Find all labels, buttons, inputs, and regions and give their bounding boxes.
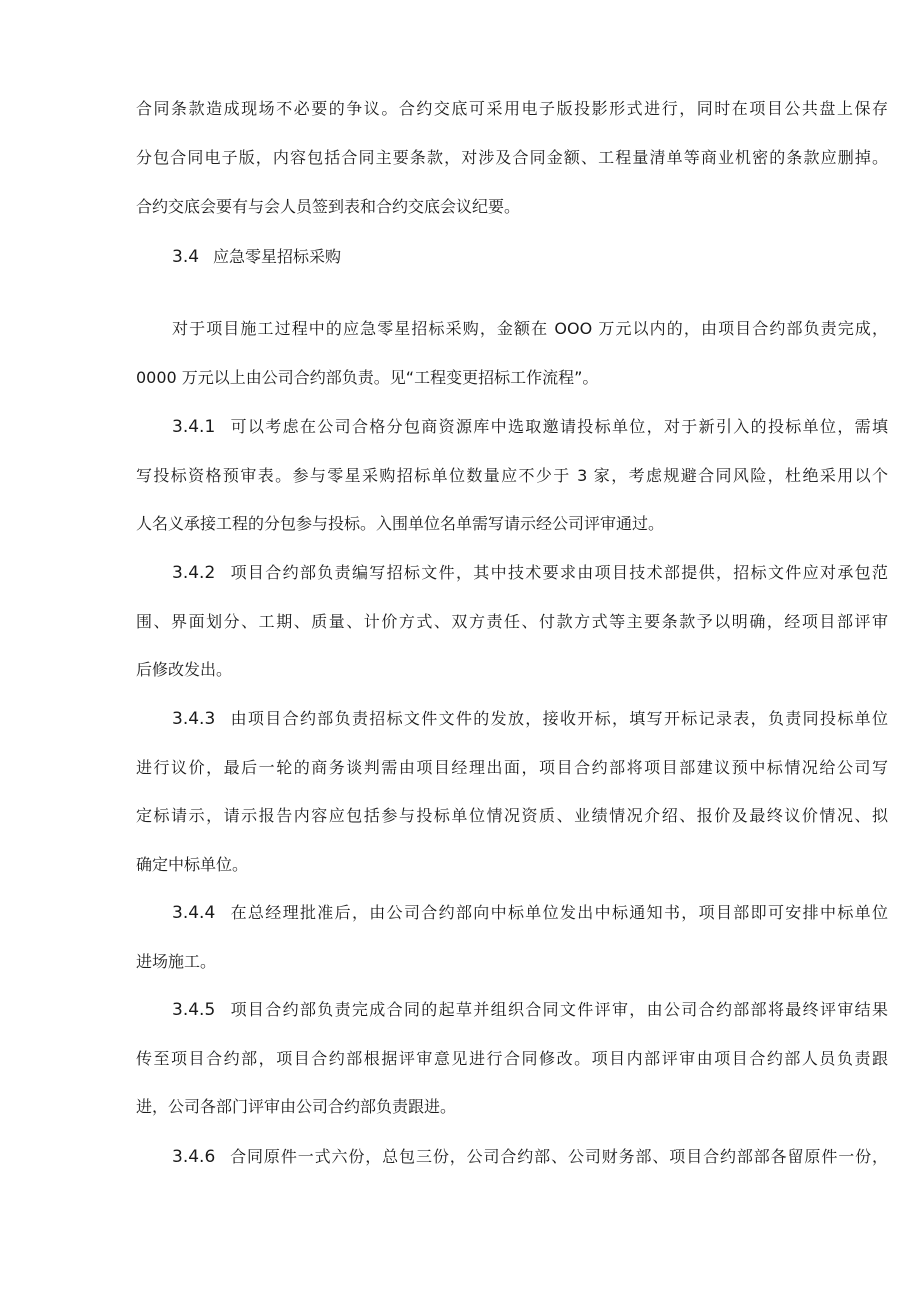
item-number: 3.4.4 — [172, 903, 216, 923]
paragraph-line: 对于项目施工过程中的应急零星招标采购，金额在 OOO 万元以内的，由项目合约部负责完成， — [172, 319, 888, 338]
paragraph-line: 进，公司各部门评审由公司合约部负责跟进。 — [136, 1097, 457, 1116]
item-number: 3.4.3 — [172, 709, 216, 729]
paragraph-line: 传至项目合约部，项目合约部根据评审意见进行合同修改。项目内部评审由项目合约部人员负责跟 — [136, 1049, 888, 1068]
item-text: 由项目合约部负责招标文件文件的发放，接收开标，填写开标记录表，负责同投标单位 — [229, 709, 888, 728]
paragraph-line: 定标请示，请示报告内容应包括参与投标单位情况资质、业绩情况介绍、报价及最终议价情况、拟 — [136, 806, 888, 825]
item-first-line — [172, 902, 888, 924]
paragraph-line: 围、界面划分、工期、质量、计价方式、双方责任、付款方式等主要条款予以明确，经项目部评审 — [136, 612, 888, 631]
item-number: 3.4.2 — [172, 563, 216, 583]
item-text: 合同原件一式六份，总包三份，公司合约部、公司财务部、项目合约部部各留原件一份， — [229, 1147, 888, 1166]
item-first-line — [172, 1146, 888, 1168]
item-number: 3.4.6 — [172, 1147, 216, 1167]
section-title: 应急零星招标采购 — [213, 247, 342, 266]
item-text: 在总经理批准后，由公司合约部向中标单位发出中标通知书，项目部即可安排中标单位 — [229, 903, 888, 922]
item-text: 可以考虑在公司合格分包商资源库中选取邀请投标单位，对于新引入的投标单位，需填 — [229, 417, 888, 436]
paragraph-line: 分包合同电子版，内容包括合同主要条款，对涉及合同金额、工程量清单等商业机密的条款应删掉。 — [136, 148, 888, 167]
paragraph-line: 合同条款造成现场不必要的争议。合约交底可采用电子版投影形式进行，同时在项目公共盘上保存 — [136, 99, 888, 118]
paragraph-line: 合约交底会要有与会人员签到表和合约交底会议纪要。 — [136, 197, 521, 216]
item-text: 项目合约部负责编写招标文件，其中技术要求由项目技术部提供，招标文件应对承包范 — [229, 563, 888, 582]
section-heading — [172, 246, 341, 268]
paragraph-line: 后修改发出。 — [136, 660, 233, 679]
item-number: 3.4.5 — [172, 1000, 216, 1020]
item-text: 项目合约部负责完成合同的起草并组织合同文件评审，由公司合约部部将最终评审结果 — [229, 1000, 888, 1019]
paragraph-line: 写投标资格预审表。参与零星采购招标单位数量应不少于 3 家，考虑规避合同风险，杜绝采用以个 — [136, 466, 888, 485]
paragraph-line: 进场施工。 — [136, 952, 217, 971]
paragraph-line: 进行议价，最后一轮的商务谈判需由项目经理出面，项目合约部将项目部建议预中标情况给公司写 — [136, 758, 888, 777]
item-first-line — [172, 562, 888, 584]
item-number: 3.4.1 — [172, 417, 216, 437]
section-number: 3.4 — [172, 247, 200, 267]
paragraph-line: 确定中标单位。 — [136, 855, 249, 874]
item-first-line — [172, 416, 888, 438]
item-first-line — [172, 999, 888, 1021]
paragraph-line: 人名义承接工程的分包参与投标。入围单位名单需写请示经公司评审通过。 — [136, 514, 665, 533]
item-first-line — [172, 708, 888, 730]
paragraph-line: 0000 万元以上由公司合约部负责。见“工程变更招标工作流程”。 — [136, 368, 599, 387]
